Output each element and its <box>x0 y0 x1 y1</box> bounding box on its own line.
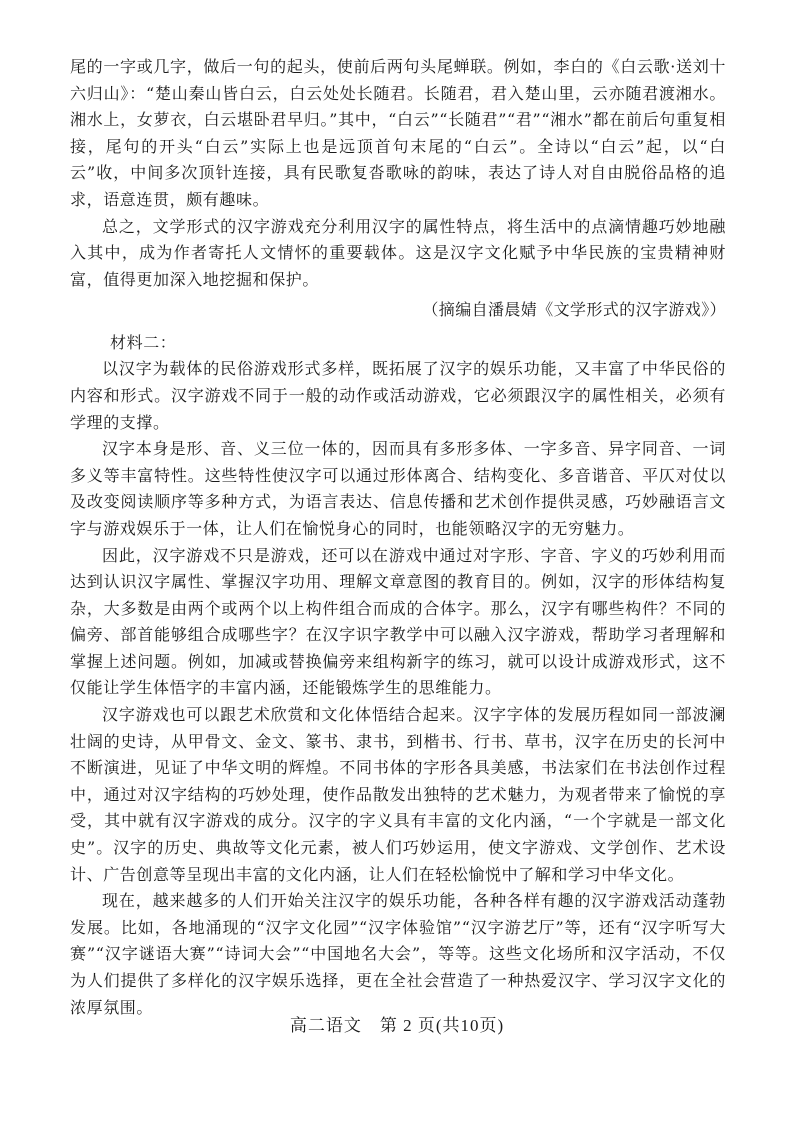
paragraph-2: 汉字本身是形、音、义三位一体的，因而具有多形多体、一字多音、异字同音、一词多义等丰富特性。这些特性使汉字可以通过形体离合、结构变化、多音谐音、平仄对仗以及改变阅读顺序等多种方式，为语言表达、信息传播和艺术创作提供灵感，巧妙融语言文字与游戏娱乐于一体，让人们在愉悦身心的同时，也能领略汉字的无穷魅力。 <box>70 439 726 538</box>
source-citation: （摘编自潘晨婧《文学形式的汉字游戏》） <box>422 300 726 320</box>
paragraph-4: 汉字游戏也可以跟艺术欣赏和文化体悟结合起来。汉字字体的发展历程如同一部波澜壮阔的史诗，从甲骨文、金文、篆书、隶书，到楷书、行书、草书，汉字在历史的长河中不断演进，见证了中华文明的辉煌。不同书体的字形各具美感，书法家们在书法创作过程中，通过对汉字结构的巧妙处理，使作品散发出独特的艺术魅力，为观者带来了愉悦的享受，其中就有汉字游戏的成分。汉字的字义具有丰富的文化内涵，“一个字就是一部文化史”。汉字的历史、典故等文化元素，被人们巧妙运用，使文字游戏、文学创作、艺术设计、广告创意等呈现出丰富的文化内涵，让人们在轻松愉悦中了解和学习中华文化。 <box>70 705 726 884</box>
material-two-heading: 材料二： <box>110 333 177 353</box>
paragraph-continued: 尾的一字或几字，做后一句的起头，使前后两句头尾蝉联。例如，李白的《白云歌·送刘十六归山》：“楚山秦山皆白云，白云处处长随君。长随君，君入楚山里，云亦随君渡湘水。湘水上，女萝衣，白云堪卧君早归。”其中，“白云”“长随君”“君”“湘水”都在前后句重复相接，尾句的开头“白云”实际上也是远顶首句末尾的“白云”。全诗以“白云”起，以“白云”收，中间多次顶针连接，具有民歌复沓歌咏的韵味，表达了诗人对自由脱俗品格的追求，语意连贯，颇有趣味。 <box>70 57 726 209</box>
page-content <box>70 54 726 1021</box>
paragraph-3: 因此，汉字游戏不只是游戏，还可以在游戏中通过对字形、字音、字义的巧妙利用而达到认识汉字属性、掌握汉字功用、理解文章意图的教育目的。例如，汉字的形体结构复杂，大多数是由两个或两个以上构件组合而成的合体字。那么，汉字有哪些构件？不同的偏旁、部首能够组合成哪些字？在汉字识字教学中可以融入汉字游戏，帮助学习者理解和掌握上述问题。例如，加减或替换偏旁来组构新字的练习，就可以设计成游戏形式，这不仅能让学生体悟字的丰富内涵，还能锻炼学生的思维能力。 <box>70 545 726 698</box>
paragraph-summary: 总之，文学形式的汉字游戏充分利用汉字的属性特点，将生活中的点滴情趣巧妙地融入其中，成为作者寄托人文情怀的重要载体。这是汉字文化赋予中华民族的宝贵精神财富，值得更加深入地挖掘和保护。 <box>70 216 726 289</box>
page-footer: 高二语文 第 2 页(共10页) <box>289 1016 505 1035</box>
paragraph-5: 现在，越来越多的人们开始关注汉字的娱乐功能，各种各样有趣的汉字游戏活动蓬勃发展。比如，各地涌现的“汉字文化园”“汉字体验馆”“汉字游艺厅”等，还有“汉字听写大赛”“汉字谜语大赛”“诗词大会”“中国地名大会”，等等。这些文化场所和汉字活动，不仅为人们提供了多样化的汉字娱乐选择，更在全社会营造了一种热爱汉字、学习汉字文化的浓厚氛围。 <box>70 891 726 1017</box>
paragraph-1: 以汉字为载体的民俗游戏形式多样，既拓展了汉字的娱乐功能，又丰富了中华民俗的内容和形式。汉字游戏不同于一般的动作或活动游戏，它必须跟汉字的属性相关，必须有学理的支撑。 <box>70 359 726 432</box>
